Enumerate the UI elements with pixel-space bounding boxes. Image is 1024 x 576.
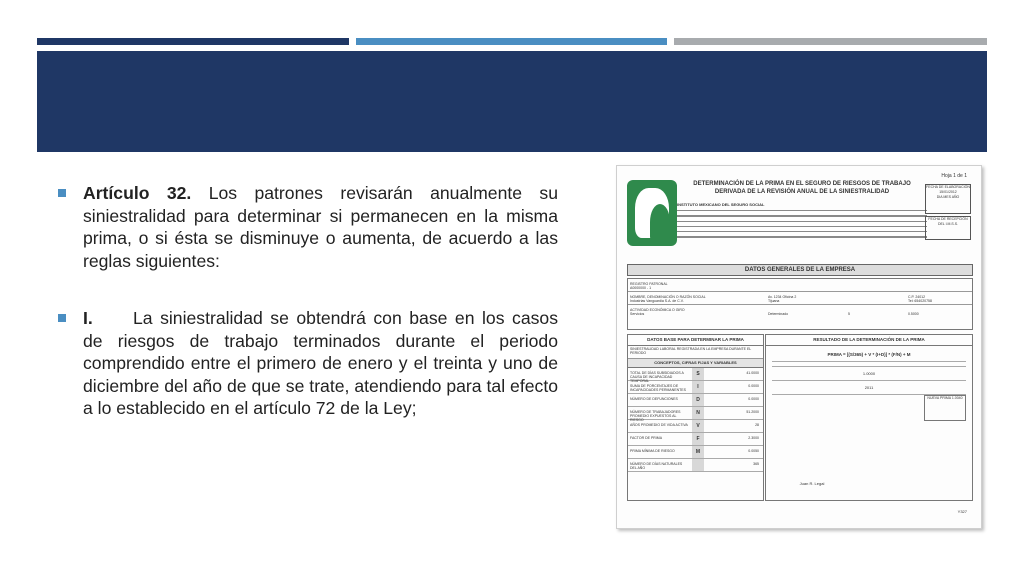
form-code: Y327 — [957, 509, 967, 514]
fecha-elaboracion-box: FECHA DE ELABORACIÓN 15/01/2012 DIA MES AÑO — [925, 184, 971, 214]
top-stripe-gray — [674, 38, 987, 45]
table-row: NÚMERO DE TRABAJADORES PROMEDIO EXPUESTOS AL RIESGO N 51.2000 — [628, 407, 763, 420]
form-institution: INSTITUTO MEXICANO DEL SEGURO SOCIAL — [677, 202, 765, 207]
nueva-prima-box: NUEVA PRIMA 1.0040 — [924, 395, 966, 421]
bullet-articulo-32 — [58, 182, 558, 272]
bullet-lead: I. — [83, 308, 93, 328]
form-signature-name: Juan R. Legal — [799, 481, 825, 486]
table-row: FACTOR DE PRIMA F 2.3000 — [628, 433, 763, 446]
bullet-lead: Artículo 32. — [83, 183, 192, 203]
form-title: DETERMINACIÓN DE LA PRIMA EN EL SEGURO DE RIESGOS DE TRABAJO DERIVADA DE LA REVISIÓN ANUAL DE LA SINIESTRALIDAD — [693, 181, 911, 195]
bullet-text: Los patrones revisarán anualmente su siniestralidad para determinar si permanecen en la misma prima, o si ésta se disminuye o aumenta, de acuerdo a las reglas siguientes: — [83, 183, 559, 271]
bullet-fraccion-i — [58, 307, 558, 420]
table-row: NÚMERO DE DÍAS NATURALES DEL AÑO 365 — [628, 459, 763, 472]
formula: PRIMA = [(S/365) + V * (I+D)] * (F/N) + M — [827, 352, 911, 357]
imss-logo — [627, 180, 677, 246]
table-row: SUMA DE PORCENTAJES DE INCAPACIDADES PERMANENTES I 0.0000 — [628, 381, 763, 394]
bullet-text: La siniestralidad se obtendrá con base en los casos de riesgos de trabajo terminados durante el periodo comprendido entre el primero de enero y el treinta y uno de diciembre del año de que se trate, atendiendo para tal efecto a lo establecido en el artículo 72 de la Ley; — [83, 308, 558, 418]
fecha-recepcion-box: FECHA DE RECEPCIÓN DEL I.M.S.S. — [925, 216, 971, 240]
table-row: PRIMA MÍNIMA DE RIESGO M 0.0050 — [628, 446, 763, 459]
top-stripe-dark — [37, 38, 349, 45]
table-row: AÑOS PROMEDIO DE VIDA ACTIVA V 28 — [628, 420, 763, 433]
form-paragraph — [677, 210, 927, 250]
top-stripe-blue — [356, 38, 667, 45]
datos-base-panel: DATOS BASE PARA DETERMINAR LA PRIMA SINIESTRALIDAD LABORAL REGISTRADA EN LA EMPRESA DURANTE EL PERIODO CONCEPTOS, CIFRAS FIJAS Y VARIABLES TOTAL DE DÍAS SUBSIDIADOS A CAUSA DE INCAPACIDAD TEMPORAL S 41.0000 SUMA DE PORCENTAJES DE INCAPACIDADES PERMANENTES I 0.0000 NÚMERO DE DEFUNCIONES D 0.0000 NÚMERO DE TRABAJADORES PROMEDIO EXPUESTOS AL RIESGO N 51.2000 AÑOS PROMEDIO DE VIDA ACTIVA V 28 FACTOR DE PRIMA F 2.3000 PRIMA MÍNIMA DE RIESGO M 0.0050 NÚMERO DE DÍAS NATURALES DEL AÑO 365 — [627, 334, 764, 501]
resultado-panel: RESULTADO DE LA DETERMINACIÓN DE LA PRIMA PRIMA = [(S/365) + V * (I+D)] * (F/N) + M 1.0000 2011 NUEVA PRIMA 1.0040 — [765, 334, 973, 501]
imss-form-image — [616, 165, 982, 529]
table-row: TOTAL DE DÍAS SUBSIDIADOS A CAUSA DE INCAPACIDAD TEMPORAL S 41.0000 — [628, 368, 763, 381]
datos-generales-grid: REGISTRO PATRONAL A0000000 - 1 NOMBRE, DENOMINACIÓN O RAZÓN SOCIAL Industrias Vanguardia S.A. de C.V. Av. 1234 Oficina 2 Tijuana C.P. 24012 Tel: 654020758 ACTIVIDAD ECONÓMICA O GIRO Servicios Determinado 5 0.5000 — [627, 278, 973, 330]
title-band — [37, 51, 987, 152]
slide-body — [58, 182, 558, 455]
datos-generales-header: DATOS GENERALES DE LA EMPRESA — [627, 264, 973, 276]
form-hoja: Hoja 1 de 1 — [941, 173, 967, 179]
table-row: NÚMERO DE DEFUNCIONES D 0.0000 — [628, 394, 763, 407]
